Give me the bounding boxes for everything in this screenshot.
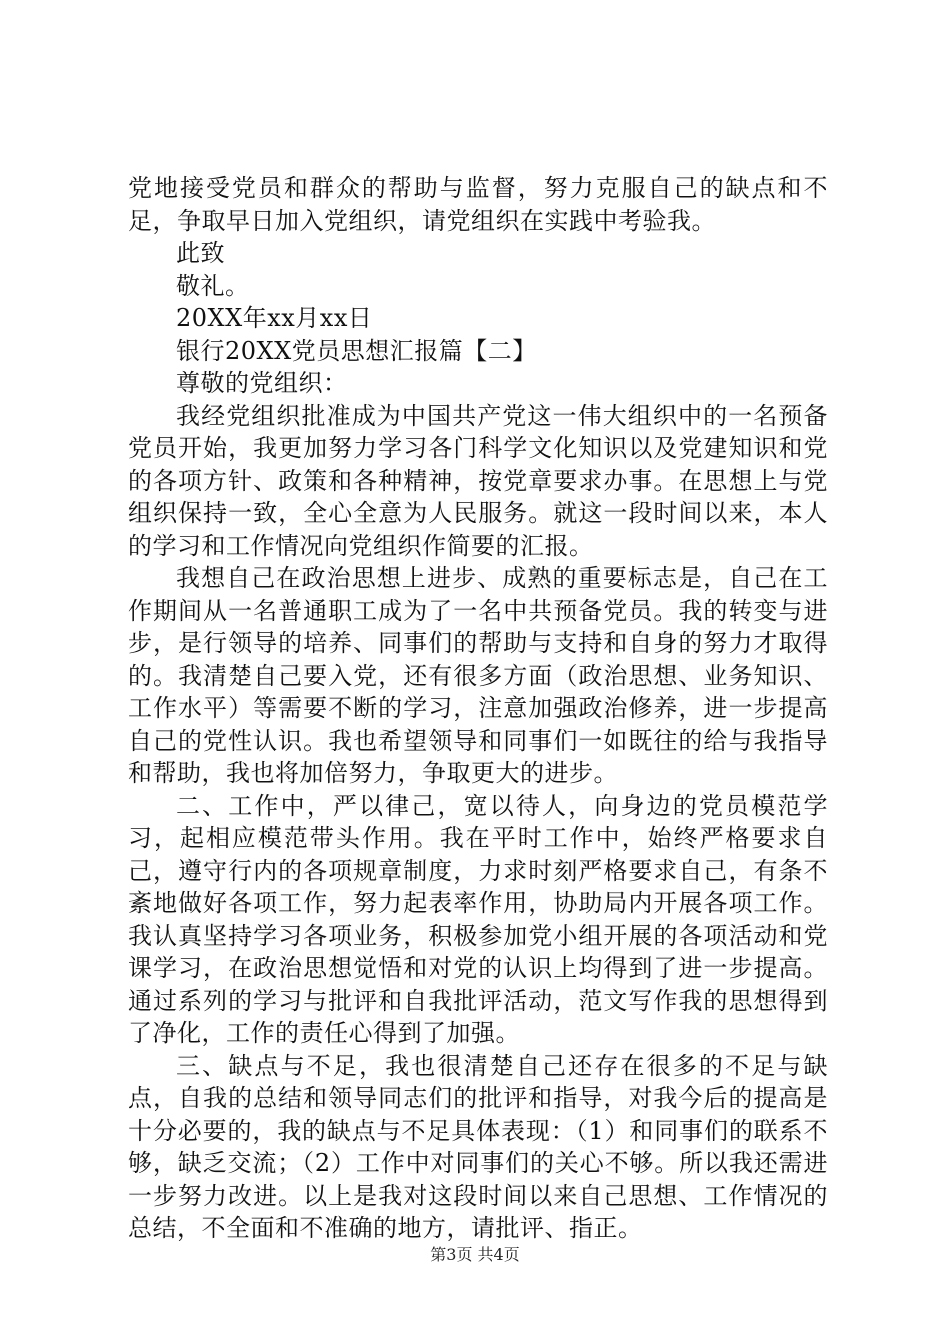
body-paragraph: 我经党组织批准成为中国共产党这一伟大组织中的一名预备党员开始，我更加努力学习各门科学文化知识以及党建知识和党的各项方针、政策和各种精神，按党章要求办事。在思想上与党组织保持一致，全心全意为人民服务。就这一段时间以来，本人的学习和工作情况向党组织作简要的汇报。 <box>128 401 828 560</box>
document-body <box>128 172 828 1245</box>
continuation-paragraph: 党地接受党员和群众的帮助与监督，努力克服自己的缺点和不足，争取早日加入党组织，请党组织在实践中考验我。 <box>128 174 828 235</box>
body-paragraph: 二、工作中，严以律己，宽以待人，向身边的党员模范学习，起相应模范带头作用。我在平时工作中，始终严格要求自己，遵守行内的各项规章制度，力求时刻严格要求自己，有条不紊地做好各项工作，努力起表率作用，协助局内开展各项工作。我认真坚持学习各项业务，积极参加党小组开展的各项活动和党课学习，在政治思想觉悟和对党的认识上均得到了进一步提高。通过系列的学习与批评和自我批评活动，范文写作我的思想得到了净化，工作的责任心得到了加强。 <box>128 791 828 1047</box>
page-number: 第3页 共4页 <box>430 1245 520 1264</box>
salutation: 尊敬的党组织： <box>176 369 348 397</box>
body-paragraph: 三、缺点与不足，我也很清楚自己还存在很多的不足与缺点，自我的总结和领导同志们的批评和指导，对我今后的提高是十分必要的，我的缺点与不足具体表现：（1）和同事们的联系不够，缺乏交流；（2）工作中对同事们的关心不够。所以我还需进一步努力改进。以上是我对这段时间以来自己思想、工作情况的总结，不全面和不准确的地方，请批评、指正。 <box>128 1051 828 1242</box>
date-line: 20XX年xx月xx日 <box>176 304 373 332</box>
body-paragraph: 我想自己在政治思想上进步、成熟的重要标志是，自己在工作期间从一名普通职工成为了一名中共预备党员。我的转变与进步，是行领导的培养、同事们的帮助与支持和自身的努力才取得的。我清楚自己要入党，还有很多方面（政治思想、业务知识、工作水平）等需要不断的学习，注意加强政治修养，进一步提高自己的党性认识。我也希望领导和同事们一如既往的给与我指导和帮助，我也将加倍努力，争取更大的进步。 <box>128 564 828 787</box>
closing-line-2: 敬礼。 <box>176 271 250 300</box>
section-title: 银行20XX党员思想汇报篇【二】 <box>176 336 537 365</box>
closing-line-1: 此致 <box>176 239 225 267</box>
